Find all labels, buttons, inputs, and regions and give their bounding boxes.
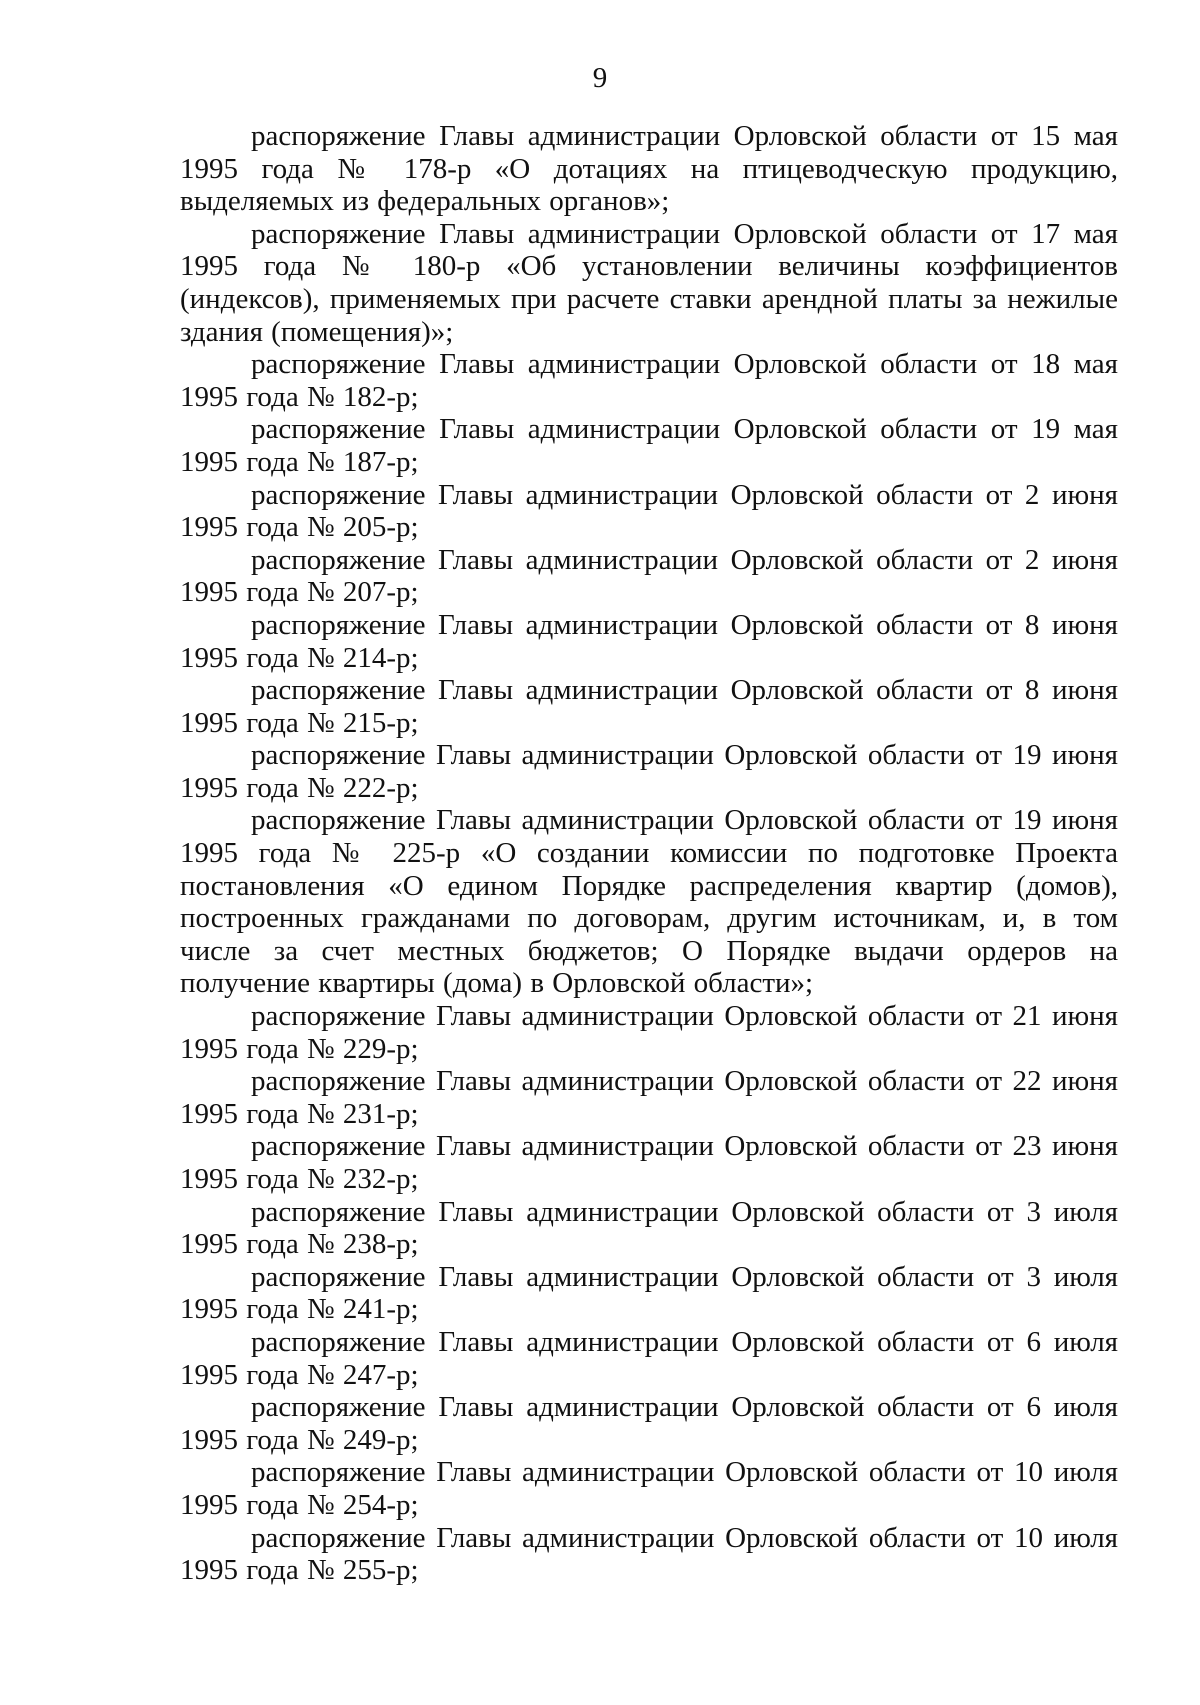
paragraph-9: распоряжение Главы администрации Орловской области от 19 июня 1995 года № 222-р; xyxy=(180,739,1118,804)
paragraph-13: распоряжение Главы администрации Орловской области от 23 июня 1995 года № 232-р; xyxy=(180,1130,1118,1195)
document-body xyxy=(180,120,1118,1587)
paragraph-6: распоряжение Главы администрации Орловской области от 2 июня 1995 года № 207-р; xyxy=(180,543,1118,609)
paragraph-7: распоряжение Главы администрации Орловской области от 8 июня 1995 года № 214-р; xyxy=(180,608,1118,674)
paragraph-8: распоряжение Главы администрации Орловской области от 8 июня 1995 года № 215-р; xyxy=(180,674,1118,739)
paragraph-5: распоряжение Главы администрации Орловской области от 2 июня 1995 года № 205-р; xyxy=(180,478,1118,544)
paragraph-19: распоряжение Главы администрации Орловской области от 10 июля 1995 года № 255-р; xyxy=(180,1521,1118,1587)
paragraph-14: распоряжение Главы администрации Орловской области от 3 июля 1995 года № 238-р; xyxy=(180,1195,1118,1261)
paragraph-2: распоряжение Главы администрации Орловской области от 17 мая 1995 года № 180-р «Об установлении величины коэффициентов (индексов), применяемых при расчете ставки арендной платы за нежилые здания (помещения)»; xyxy=(180,217,1118,348)
paragraph-11: распоряжение Главы администрации Орловской области от 21 июня 1995 года № 229-р; xyxy=(180,1000,1118,1065)
paragraph-16: распоряжение Главы администрации Орловской области от 6 июля 1995 года № 247-р; xyxy=(180,1325,1118,1391)
paragraph-1: распоряжение Главы администрации Орловской области от 15 мая 1995 года № 178-р «О дотациях на птицеводческую продукцию, выделяемых из федеральных органов»; xyxy=(180,120,1118,218)
paragraph-4: распоряжение Главы администрации Орловской области от 19 мая 1995 года № 187-р; xyxy=(180,413,1118,478)
paragraph-15: распоряжение Главы администрации Орловской области от 3 июля 1995 года № 241-р; xyxy=(180,1260,1118,1326)
paragraph-10: распоряжение Главы администрации Орловской области от 19 июня 1995 года № 225-р «О создании комиссии по подготовке Проекта постановления «О едином Порядке распределения квартир (домов), построенных гражданами по договорам, другим источникам, и, в том числе за счет местных бюджетов; О Порядке выдачи ордеров на получение квартиры (дома) в Орловской области»; xyxy=(180,804,1118,1000)
paragraph-12: распоряжение Главы администрации Орловской области от 22 июня 1995 года № 231-р; xyxy=(180,1065,1118,1130)
page-number: 9 xyxy=(592,62,608,94)
paragraph-18: распоряжение Главы администрации Орловской области от 10 июля 1995 года № 254-р; xyxy=(180,1456,1118,1521)
paragraph-17: распоряжение Главы администрации Орловской области от 6 июля 1995 года № 249-р; xyxy=(180,1391,1118,1456)
paragraph-3: распоряжение Главы администрации Орловской области от 18 мая 1995 года № 182-р; xyxy=(180,348,1118,413)
